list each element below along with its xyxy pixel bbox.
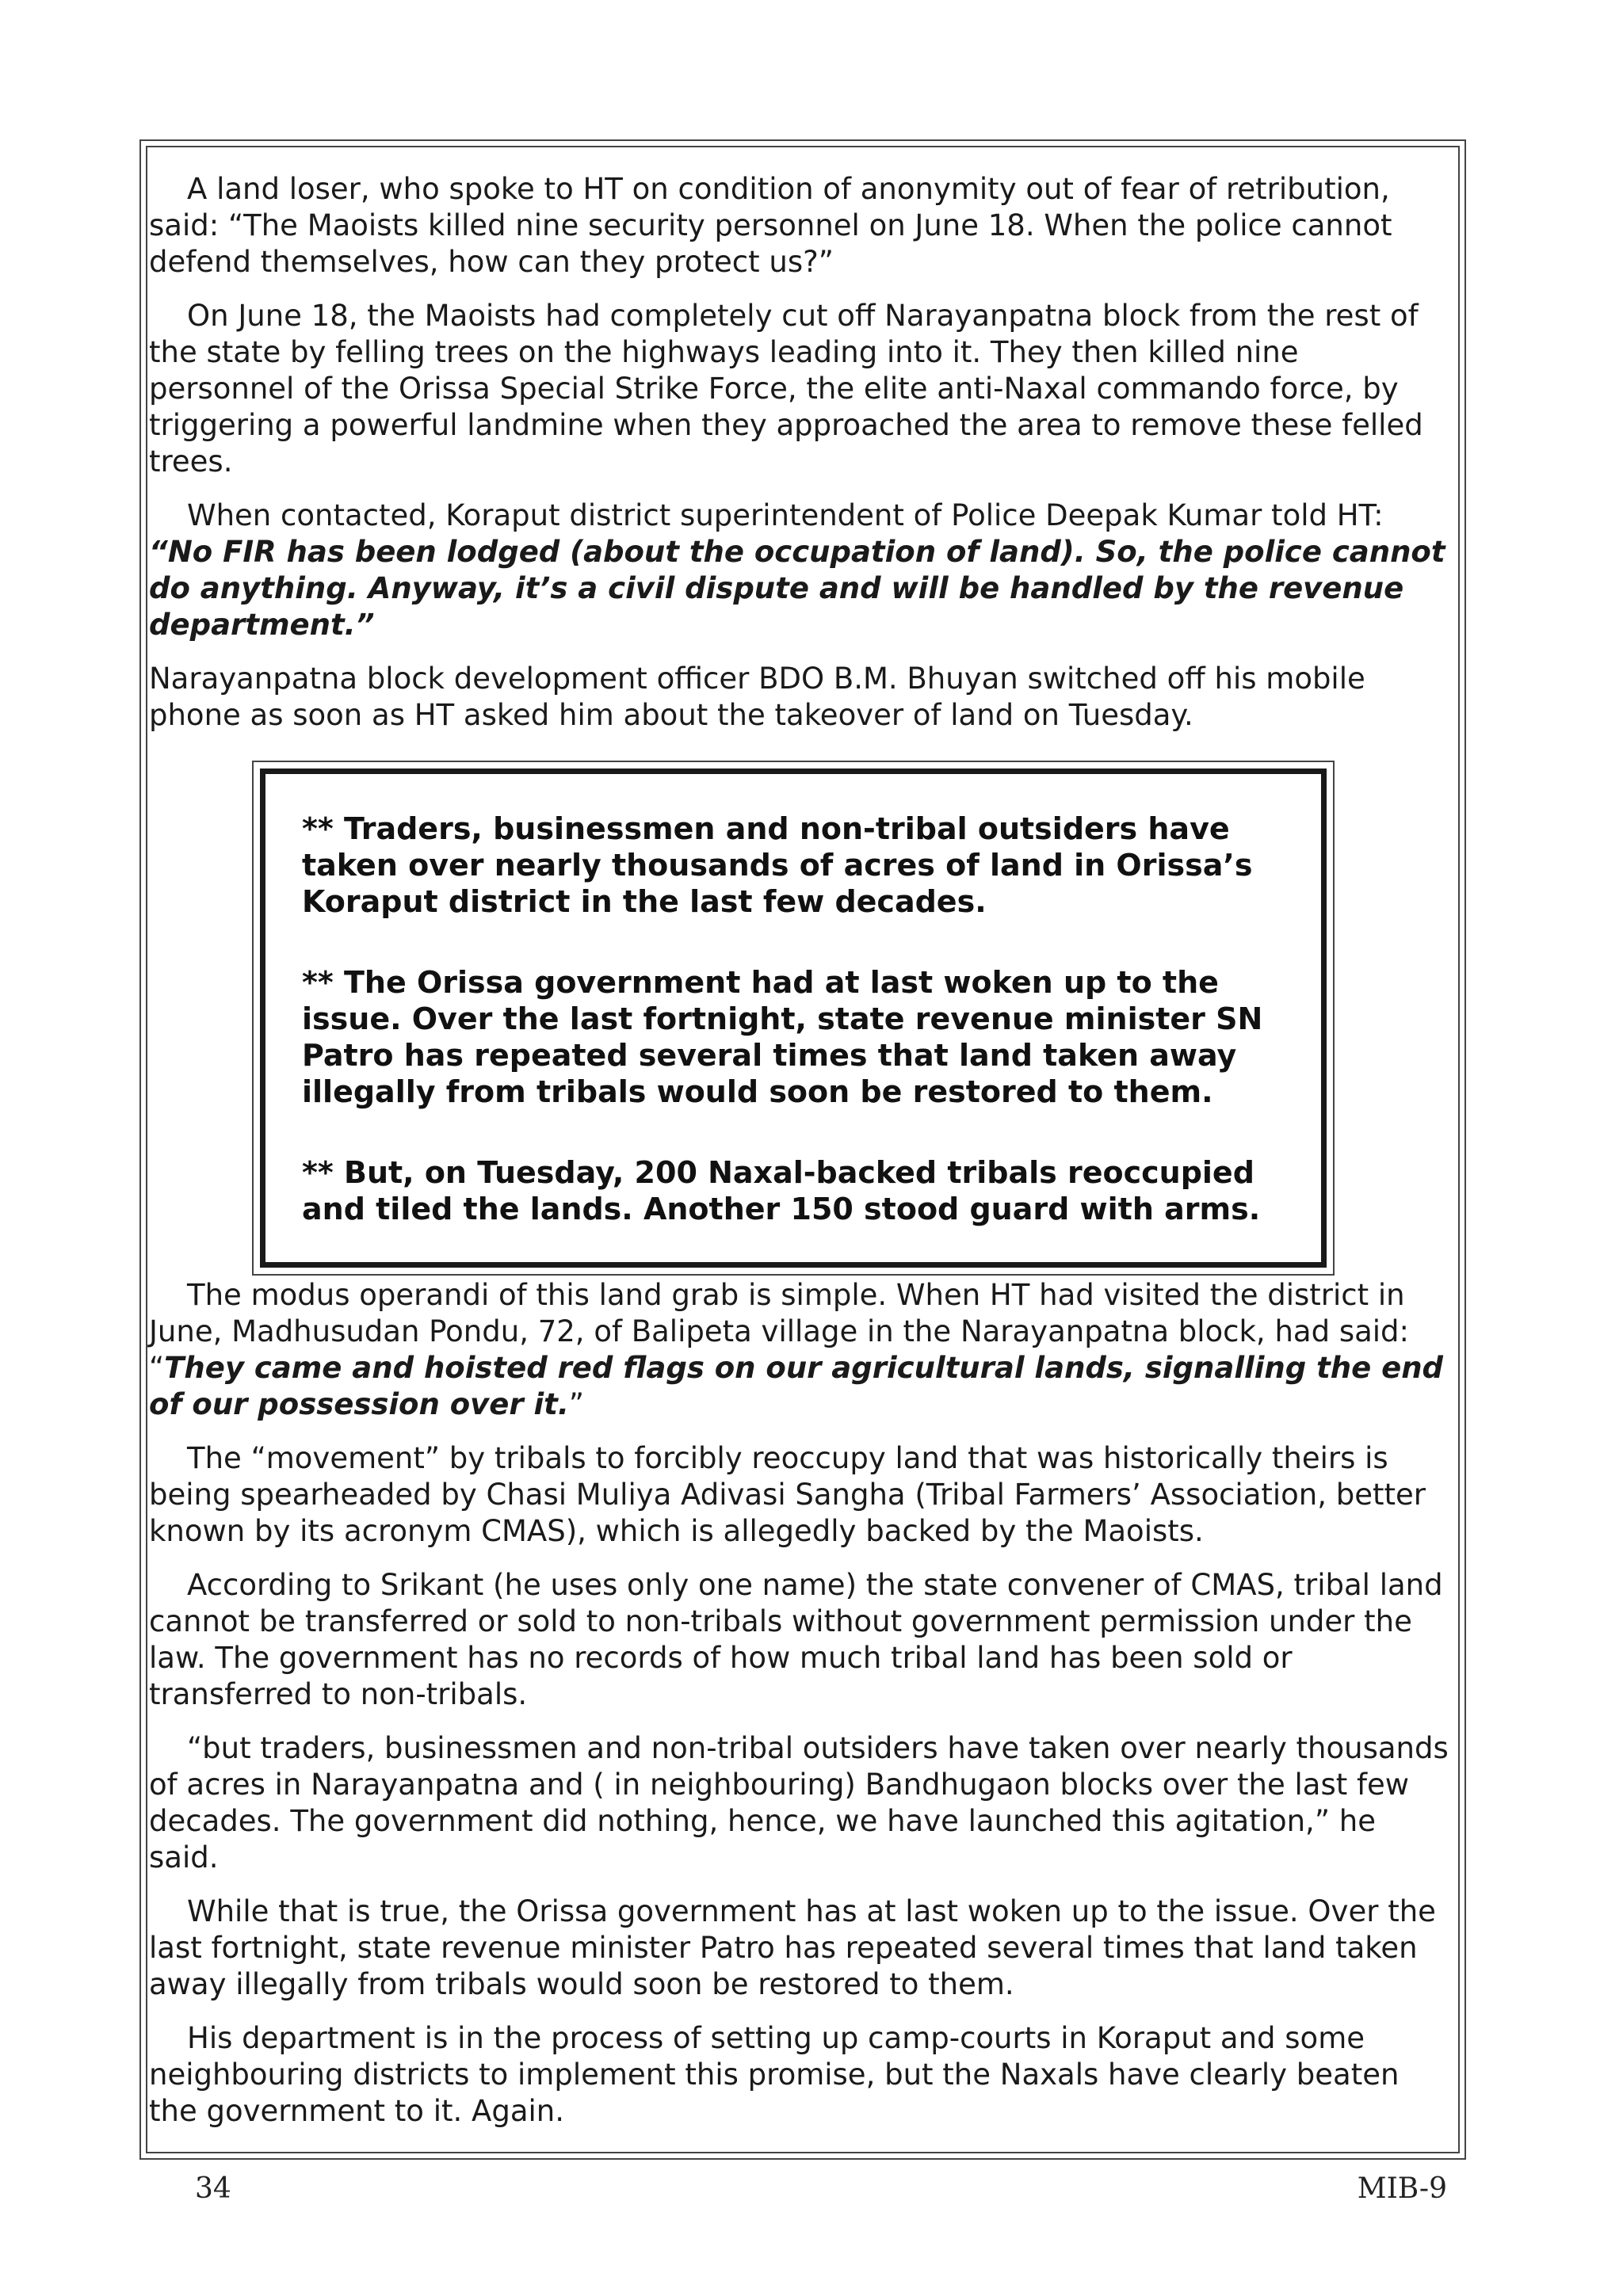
- paragraph-june-18: On June 18, the Maoists had completely cut off Narayanpatna block from the rest of the state by felling trees on the highways leading into it. They then killed nine personnel of the Orissa Special Strike Force, the elite anti-Naxal commando force, by triggering a powerful landmine when they approached the area to remove these felled trees.: [149, 299, 1423, 479]
- highlight-point-1: ** Traders, businessmen and non-tribal outsiders have taken over nearly thousands of acres of land in Orissa’s Koraput district in the last few decades.: [302, 811, 1253, 919]
- paragraph-bdo: Narayanpatna block development officer BDO B.M. Bhuyan switched off his mobile phone as soon as HT asked him about the takeover of land on Tuesday.: [149, 662, 1365, 732]
- sp-quote-text: “No FIR has been lodged (about the occupation of land). So, the police cannot do anything. Anyway, it’s a civil dispute and will be handled by the revenue department.”: [149, 535, 1445, 642]
- highlight-box: [252, 761, 1335, 1276]
- paragraph-government: While that is true, the Orissa government has at last woken up to the issue. Over the last fortnight, state revenue minister Patro has repeated several times that land taken away illegally from tribals would soon be restored to them.: [149, 1894, 1436, 2001]
- article-body-bottom: [149, 1277, 1449, 2147]
- page-number: 34: [195, 2172, 231, 2205]
- article-body-top: [149, 171, 1449, 751]
- highlight-point-2: ** The Orissa government had at last woken up to the issue. Over the last fortnight, state revenue minister SN Patro has repeated several times that land taken away illegally from tribals would soon be restored to them.: [302, 965, 1263, 1109]
- paragraph-camp-courts: His department is in the process of setting up camp-courts in Koraput and some neighbouring districts to implement this promise, but the Naxals have clearly beaten the government to it. Again.: [149, 2021, 1400, 2128]
- paragraph-land-loser: A land loser, who spoke to HT on condition of anonymity out of fear of retribution, said: “The Maoists killed nine security personnel on June 18. When the police cannot defend themselves, how can they protect us?”: [149, 172, 1392, 279]
- paragraph-srikant: According to Srikant (he uses only one name) the state convener of CMAS, tribal land cannot be transferred or sold to non-tribals without government permission under the law. The government has no records of how much tribal land has been sold or transferred to non-tribals.: [149, 1568, 1443, 1711]
- paragraph-movement: The “movement” by tribals to forcibly reoccupy land that was historically theirs is being spearheaded by Chasi Muliya Adivasi Sangha (Tribal Farmers’ Association, better known by its acronym CMAS), which is allegedly backed by the Maoists.: [149, 1441, 1426, 1548]
- modus-lead: The modus operandi of this land grab is simple. When HT had visited the district in June, Madhusudan Pondu, 72, of Balipeta village in the Narayanpatna block, had said: “: [149, 1278, 1410, 1385]
- modus-quote: They came and hoisted red flags on our agricultural lands, signalling the end of our possession over it.: [149, 1351, 1444, 1421]
- paragraph-modus-operandi: [149, 1277, 1449, 1423]
- paragraph-sp-quote: [149, 498, 1449, 643]
- document-code: MIB-9: [1357, 2172, 1447, 2205]
- modus-tail: ”: [568, 1387, 585, 1421]
- highlight-point-3: ** But, on Tuesday, 200 Naxal-backed tribals reoccupied and tiled the lands. Another 150 stood guard with arms.: [302, 1155, 1261, 1226]
- paragraph-traders-quote: “but traders, businessmen and non-tribal outsiders have taken over nearly thousands of acres in Narayanpatna and ( in neighbouring) Bandhugaon blocks over the last few decades. The government did nothing, hence, we have launched this agitation,” he said.: [149, 1731, 1449, 1875]
- highlight-box-inner: [260, 769, 1327, 1268]
- sp-quote-lead: When contacted, Koraput district superintendent of Police Deepak Kumar told HT:: [187, 498, 1384, 532]
